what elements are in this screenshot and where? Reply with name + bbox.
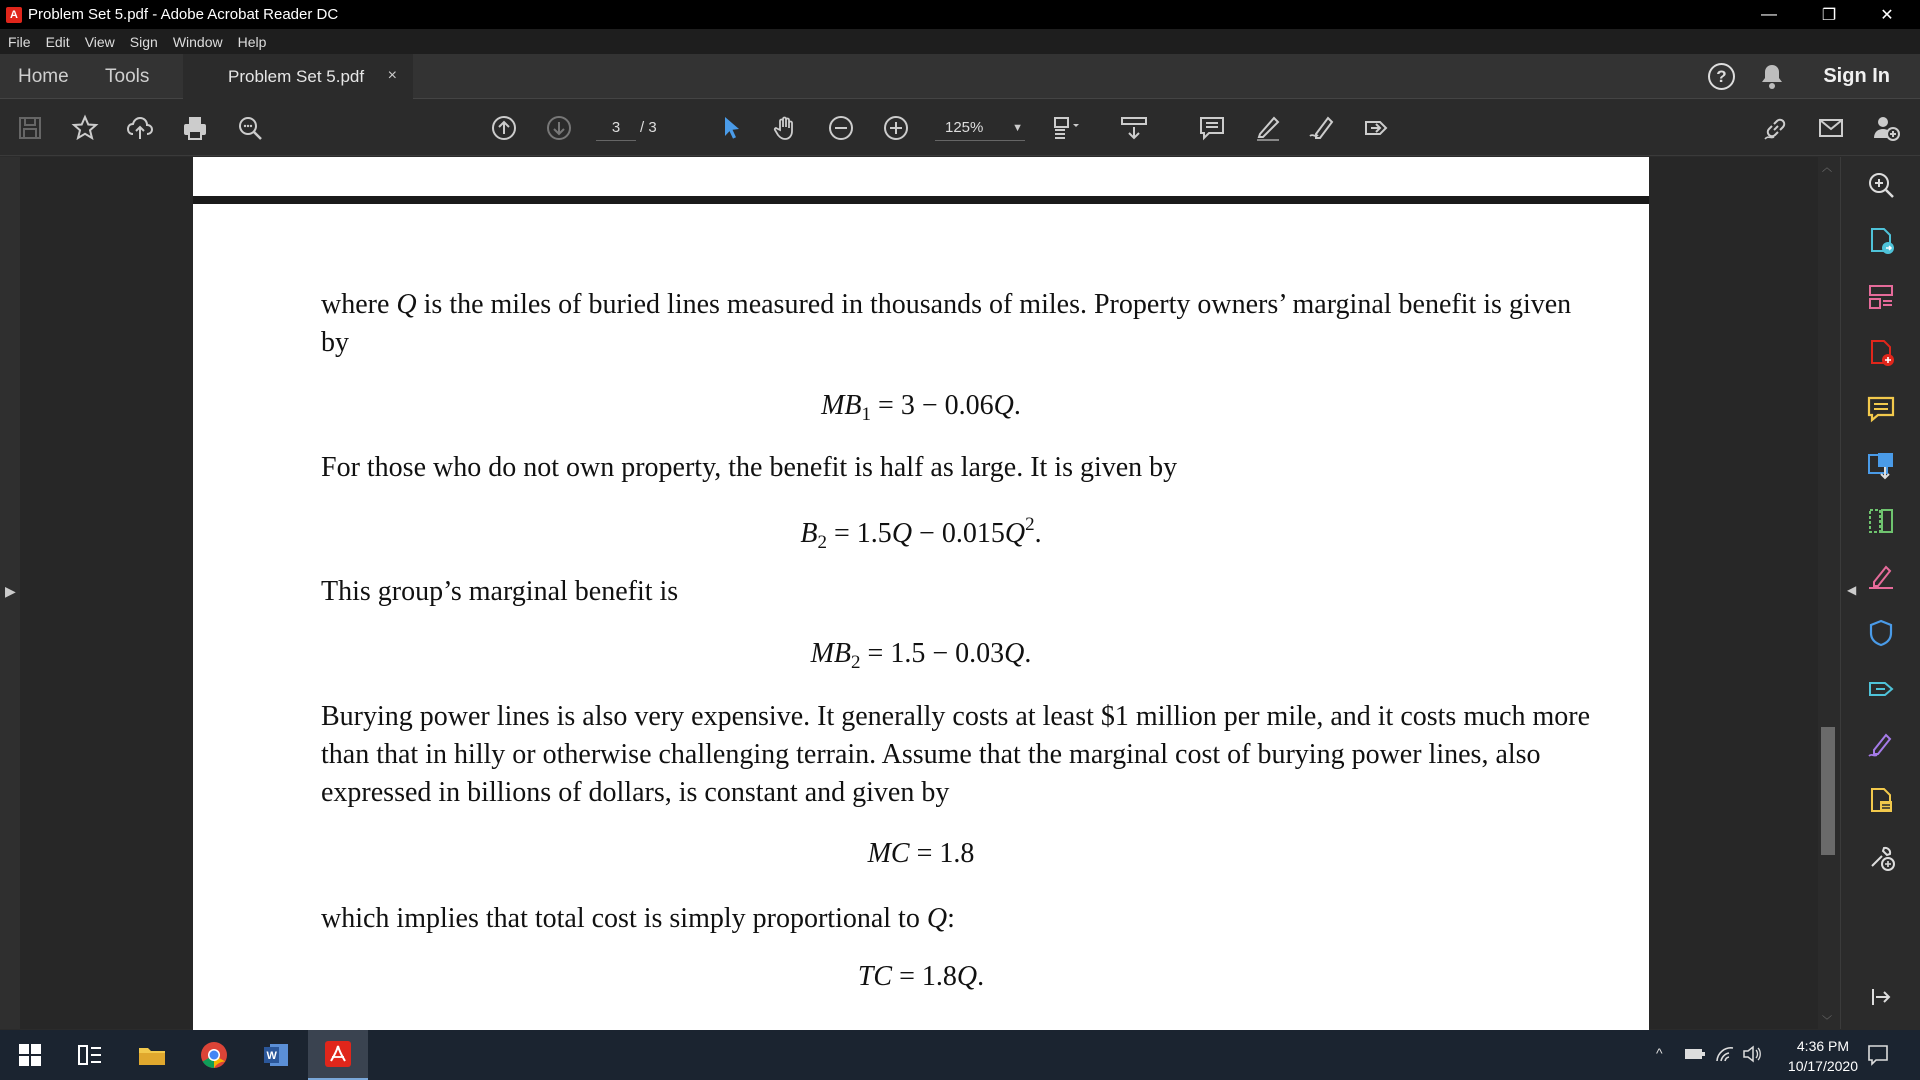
total-pages: / 3 — [640, 119, 657, 136]
minimize-button[interactable]: — — [1761, 5, 1777, 23]
bookmark-star-icon[interactable] — [69, 112, 101, 144]
zoom-level-select[interactable] — [935, 115, 1025, 141]
sign-in-button[interactable]: Sign In — [1823, 65, 1890, 87]
request-signature-icon[interactable] — [1863, 727, 1899, 763]
clock-time: 4:36 PM — [1796, 1038, 1850, 1054]
tab-bar — [0, 54, 1920, 99]
highlight-icon[interactable] — [1252, 112, 1284, 144]
create-pdf-icon[interactable] — [1863, 335, 1899, 371]
send-for-signature-icon[interactable] — [1863, 783, 1899, 819]
start-icon[interactable] — [0, 1030, 60, 1080]
equation-mb1: $MB_1 = 3 - 0.06Q$. — [821, 390, 1021, 425]
menu-file[interactable]: File — [8, 33, 31, 50]
tray-chevron-up-icon[interactable]: ^ — [1656, 1045, 1663, 1061]
paragraph-4: Burying power lines is also very expensive. It generally costs at least $1 million per mile, and it costs much more than that in hilly or otherwise challenging terrain. Assume that the marginal cost of burying power lines, also expressed in billions of dollars, is constant and given by — [321, 701, 1591, 808]
page-up-icon[interactable] — [488, 112, 520, 144]
acrobat-icon[interactable] — [308, 1030, 368, 1080]
pdf-page — [193, 204, 1649, 1030]
paragraph-2: For those who do not own property, the benefit is half as large. It is given by — [321, 452, 1178, 483]
task-view-icon[interactable] — [60, 1030, 120, 1080]
tab-document[interactable] — [183, 54, 413, 99]
tab-home[interactable]: Home — [18, 66, 69, 87]
share-tool-icon[interactable] — [1863, 671, 1899, 707]
send-for-review-icon[interactable] — [1863, 447, 1899, 483]
menu-view[interactable]: View — [84, 33, 115, 50]
acrobat-app-icon: A — [6, 7, 22, 23]
paragraph-3: This group’s marginal benefit is — [321, 576, 679, 607]
battery-icon[interactable] — [1684, 1047, 1706, 1064]
share-icon[interactable] — [1360, 112, 1392, 144]
export-pdf-icon[interactable] — [1863, 223, 1899, 259]
sign-icon[interactable] — [1306, 112, 1338, 144]
find-icon[interactable] — [234, 112, 266, 144]
window-title-bar — [0, 0, 1920, 29]
tab-tools[interactable]: Tools — [105, 66, 150, 87]
save-icon[interactable] — [14, 112, 46, 144]
zoom-level-value: 125% — [945, 119, 984, 136]
hand-icon[interactable] — [770, 112, 802, 144]
scroll-mode-icon[interactable] — [1118, 112, 1150, 144]
file-explorer-icon[interactable] — [122, 1030, 182, 1080]
equation-tc: TC = 1.8Q. — [857, 961, 985, 992]
word-icon[interactable] — [246, 1030, 306, 1080]
comment-icon[interactable] — [1196, 112, 1228, 144]
comment-tool-icon[interactable] — [1863, 391, 1899, 427]
main-toolbar — [0, 100, 1920, 156]
expand-panel-icon[interactable] — [1863, 979, 1899, 1015]
chevron-down-icon: ▼ — [1012, 122, 1023, 134]
chrome-icon[interactable] — [184, 1030, 244, 1080]
volume-icon[interactable] — [1742, 1045, 1762, 1066]
equation-mb2: $MB_2 = 1.5 - 0.03Q$. — [810, 638, 1032, 673]
action-center-icon[interactable] — [1867, 1044, 1889, 1071]
expand-left-pane-icon[interactable]: ▶ — [5, 583, 16, 599]
current-page-input[interactable]: 3 — [596, 115, 636, 141]
page-down-icon[interactable] — [543, 112, 575, 144]
paragraph-1: where Q is the miles of buried lines measured in thousands of miles. Property owners’ marginal benefit is given by — [321, 289, 1572, 358]
notifications-bell-icon[interactable] — [1760, 62, 1784, 95]
close-tab-icon[interactable]: × — [387, 67, 397, 84]
tab-document-label: Problem Set 5.pdf — [228, 66, 365, 86]
add-user-icon[interactable] — [1870, 112, 1902, 144]
vertical-scrollbar[interactable] — [1818, 157, 1838, 1029]
close-window-button[interactable]: ✕ — [1880, 6, 1894, 24]
scroll-up-icon[interactable]: ︿ — [1822, 163, 1832, 174]
select-cursor-icon[interactable] — [715, 112, 747, 144]
protect-icon[interactable] — [1863, 615, 1899, 651]
upload-cloud-icon[interactable] — [124, 112, 156, 144]
zoom-search-icon[interactable] — [1863, 167, 1899, 203]
email-icon[interactable] — [1815, 112, 1847, 144]
menu-edit[interactable]: Edit — [45, 33, 70, 50]
scroll-down-icon[interactable]: ﹀ — [1822, 1016, 1832, 1027]
menu-window[interactable]: Window — [172, 33, 223, 50]
fill-sign-icon[interactable] — [1863, 559, 1899, 595]
zoom-in-icon[interactable] — [880, 112, 912, 144]
zoom-out-icon[interactable] — [825, 112, 857, 144]
equation-mc: MC = 1.8 — [867, 838, 975, 869]
page-display-icon[interactable] — [1050, 112, 1082, 144]
restore-button[interactable]: ❐ — [1821, 6, 1837, 24]
scrollbar-thumb[interactable] — [1821, 727, 1835, 855]
paragraph-5: which implies that total cost is simply proportional to Q: — [321, 903, 955, 934]
print-icon[interactable] — [179, 112, 211, 144]
menu-help[interactable]: Help — [237, 33, 267, 50]
link-icon[interactable] — [1760, 112, 1792, 144]
help-icon[interactable]: ? — [1708, 63, 1735, 90]
windows-taskbar — [0, 1030, 1920, 1080]
menu-sign[interactable]: Sign — [129, 33, 158, 50]
menu-bar — [0, 29, 1920, 54]
previous-page-fragment — [193, 157, 1649, 196]
window-title: Problem Set 5.pdf - Adobe Acrobat Reader DC — [28, 6, 339, 23]
compress-icon[interactable] — [1863, 503, 1899, 539]
system-clock[interactable] — [1788, 1036, 1858, 1076]
equation-b2: $B_2 = 1.5Q - 0.015Q^2$. — [800, 514, 1042, 553]
svg-text:W: W — [266, 1050, 277, 1062]
clock-date: 10/17/2020 — [1787, 1058, 1858, 1074]
organize-pages-icon[interactable] — [1863, 279, 1899, 315]
page-separator — [193, 196, 1649, 204]
wifi-icon[interactable] — [1715, 1045, 1735, 1066]
collapse-right-pane-icon[interactable]: ◀ — [1847, 583, 1857, 597]
more-tools-icon[interactable] — [1863, 839, 1899, 875]
